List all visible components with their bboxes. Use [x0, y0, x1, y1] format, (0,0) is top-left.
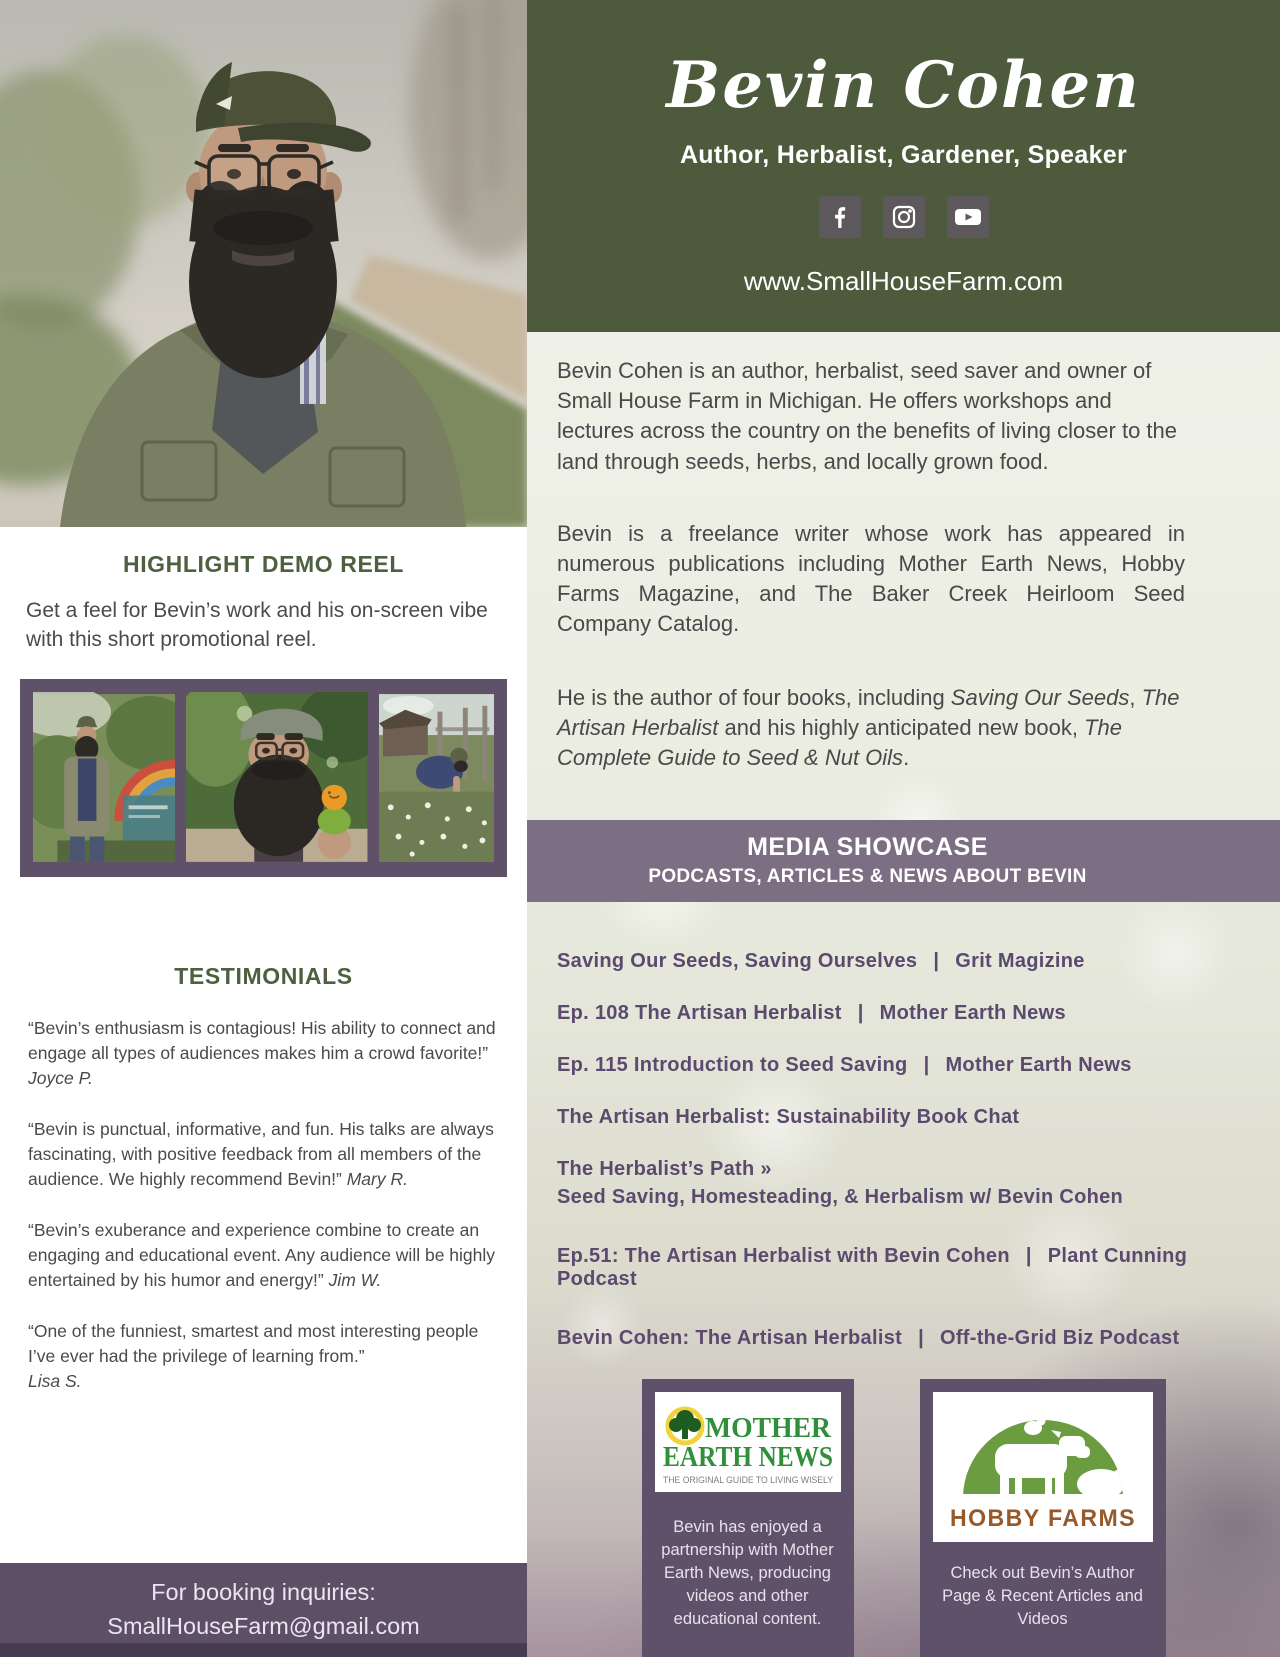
hf-logo-text: HOBBY FARMS — [949, 1504, 1136, 1532]
testimonials-heading: TESTIMONIALS — [174, 962, 353, 989]
men-blurb: Bevin has enjoyed a partnership with Mother Earth News, producing videos and other educational content. — [661, 1517, 834, 1628]
media-item[interactable]: Saving Our Seeds, Saving Ourselves | Grit Magizine — [557, 949, 1085, 972]
strip-photo-closeup — [186, 692, 367, 864]
men-logo-line1: MOTHER — [704, 1412, 832, 1444]
strip-photo-standing — [33, 692, 175, 864]
social-row — [527, 196, 1280, 238]
instagram-button[interactable] — [883, 196, 925, 238]
men-tagline: THE ORIGINAL GUIDE TO LIVING WISELY — [662, 1474, 834, 1486]
page-title: Bevin Cohen — [666, 48, 1141, 123]
media-list — [527, 902, 1280, 1350]
facebook-button[interactable] — [819, 196, 861, 238]
portrait-photo — [0, 0, 527, 527]
media-item[interactable]: Ep.51: The Artisan Herbalist with Bevin Cohen | Plant Cunning Podcast — [557, 1244, 1188, 1290]
about-paragraph-3: He is the author of four books, including Saving Our Seeds, The Artisan Herbalist and his highly anticipated new book, The Complete Guide to Seed & Nut Oils. — [557, 685, 1180, 771]
media-item[interactable]: Ep. 115 Introduction to Seed Saving | Mother Earth News — [557, 1053, 1132, 1076]
demo-reel-heading: HIGHLIGHT DEMO REEL — [122, 551, 404, 577]
about-paragraph-2: Bevin is a freelance writer whose work has appeared in numerous publications including Mother Earth News, Hobby Farms Magazine, and The Baker Creek Heirloom Seed Company Catalog. — [557, 520, 1185, 637]
media-item[interactable]: The Artisan Herbalist: Sustainability Book Chat — [557, 1105, 1020, 1128]
right-column — [527, 0, 1280, 1657]
youtube-icon — [955, 206, 981, 228]
media-item[interactable]: Bevin Cohen: The Artisan Herbalist | Off-the-Grid Biz Podcast — [557, 1326, 1180, 1349]
men-logo-line2: EARTH NEWS — [662, 1441, 833, 1473]
media-showcase-subtitle: PODCASTS, ARTICLES & NEWS ABOUT BEVIN — [648, 865, 1087, 887]
testimonial-attribution: Lisa S. — [28, 1371, 82, 1392]
strip-photo-garden — [379, 692, 494, 864]
hobby-farms-logo[interactable] — [933, 1392, 1153, 1542]
testimonial-quote: “Bevin’s exuberance and experience combine to create an engaging and educational event. Any audience will be highly entertained by his humor and energy!” Jim W. — [28, 1220, 496, 1291]
partner-cards — [527, 1379, 1280, 1657]
hobby-farms-card — [920, 1379, 1166, 1657]
testimonial-attribution: Mary R. — [346, 1169, 408, 1190]
left-column — [0, 0, 527, 1657]
testimonial-quote: “Bevin is punctual, informative, and fun. His talks are always fascinating, with positive feedback from all members of the audience. We highly recommend Bevin!” Mary R. — [28, 1118, 494, 1190]
booking-bar — [0, 1563, 527, 1657]
demo-reel-text: Get a feel for Bevin’s work and his on-screen vibe with this short promotional reel. — [26, 599, 488, 651]
testimonial-attribution: Joyce P. — [28, 1067, 93, 1088]
about-paragraph-1: Bevin Cohen is an author, herbalist, seed saver and owner of Small House Farm in Michigan. He offers workshops and lectures across the country on the benefits of living closer to the land through seeds, herbs, and locally grown food. — [557, 358, 1177, 474]
demo-reel-strip[interactable] — [20, 679, 507, 877]
green-header — [527, 0, 1280, 332]
flower-background-panel — [527, 332, 1280, 1657]
media-showcase-title: MEDIA SHOWCASE — [747, 832, 988, 861]
youtube-button[interactable] — [947, 196, 989, 238]
facebook-icon — [829, 206, 851, 228]
media-item[interactable]: Ep. 108 The Artisan Herbalist | Mother Earth News — [557, 1001, 1066, 1024]
testimonial-quote: “One of the funniest, smartest and most interesting people I’ve ever had the privilege of learning from.” Lisa S. — [28, 1321, 479, 1392]
media-showcase-banner — [527, 820, 1280, 902]
website-link[interactable]: www.SmallHouseFarm.com — [743, 266, 1064, 296]
hf-blurb: Check out Bevin’s Author Page & Recent Articles and Videos — [942, 1563, 1143, 1628]
mother-earth-news-card — [642, 1379, 854, 1657]
instagram-icon — [892, 205, 916, 229]
testimonial-attribution: Jim W. — [328, 1270, 382, 1291]
media-item[interactable]: The Herbalist’s Path » Seed Saving, Homesteading, & Herbalism w/ Bevin Cohen — [557, 1157, 1124, 1208]
booking-label: For booking inquiries: — [151, 1579, 376, 1605]
subtitle: Author, Herbalist, Gardener, Speaker — [679, 141, 1128, 169]
testimonial-quote: “Bevin’s enthusiasm is contagious! His ability to connect and engage all types of audiences makes him a crowd favorite!” Joyce P. — [28, 1017, 496, 1088]
booking-email[interactable]: SmallHouseFarm@gmail.com — [107, 1613, 420, 1640]
mother-earth-news-logo[interactable] — [655, 1392, 841, 1492]
